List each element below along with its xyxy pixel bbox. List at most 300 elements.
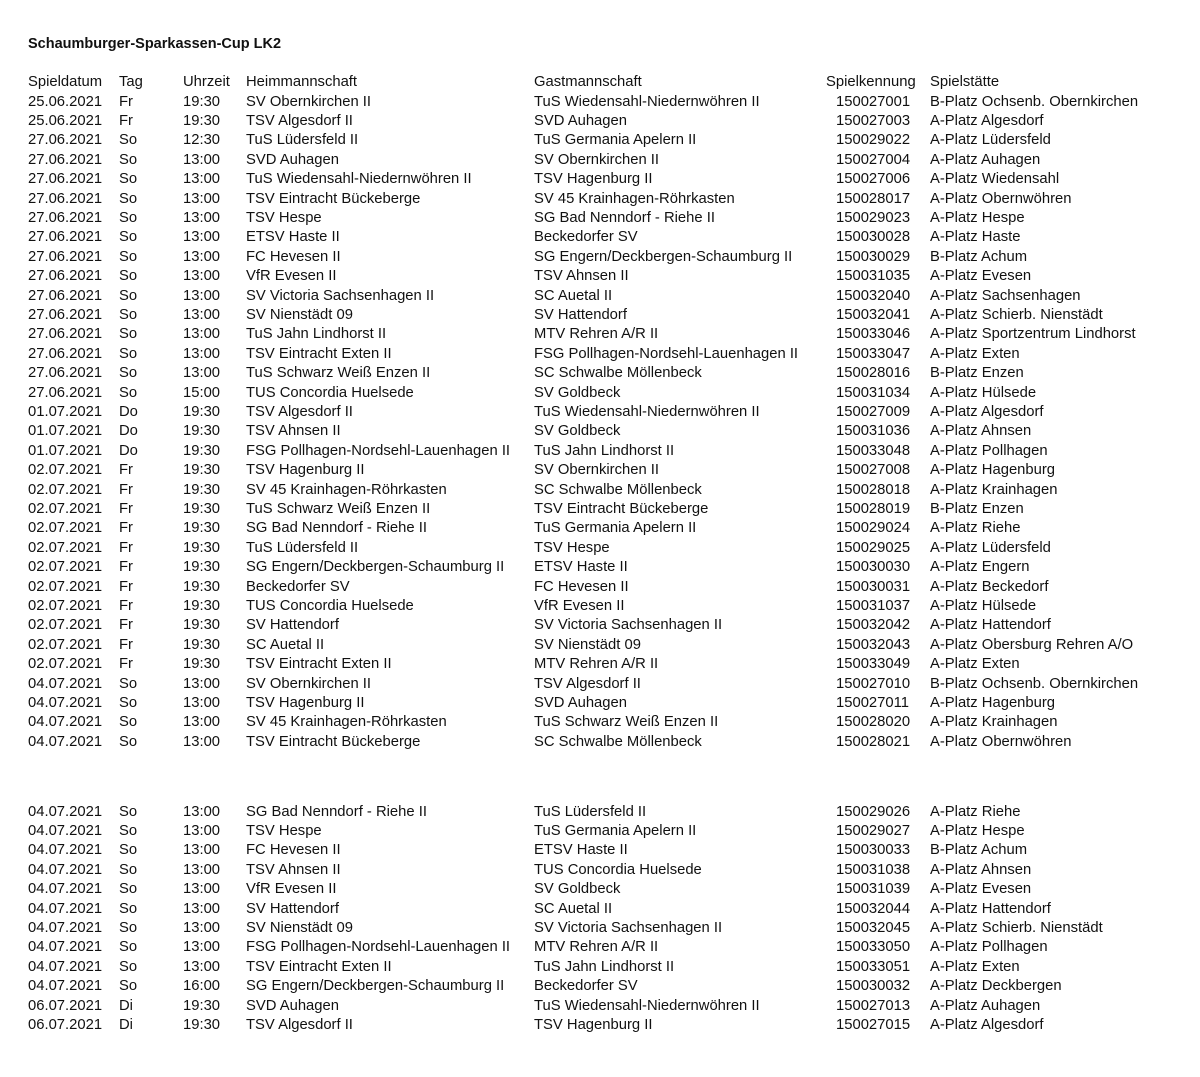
guest-team: SC Schwalbe Möllenbeck [534, 733, 702, 750]
table-row [0, 733, 1200, 752]
table-row [0, 578, 1200, 597]
venue: A-Platz Exten [930, 656, 1020, 673]
table-row [0, 636, 1200, 655]
match-time: 13:00 [183, 171, 221, 188]
match-time: 19:30 [183, 597, 221, 614]
match-id: 150027003 [836, 112, 911, 129]
match-id: 150033049 [836, 656, 911, 673]
match-time: 13:00 [183, 268, 221, 285]
venue: A-Platz Hespe [930, 822, 1025, 839]
match-date: 04.07.2021 [28, 822, 103, 839]
home-team: SV Obernkirchen II [246, 675, 372, 692]
match-date: 04.07.2021 [28, 694, 103, 711]
venue: A-Platz Hülsede [930, 597, 1037, 614]
match-date: 27.06.2021 [28, 306, 103, 323]
match-id: 150030030 [836, 559, 911, 576]
match-date: 25.06.2021 [28, 93, 103, 110]
match-time: 13:00 [183, 345, 221, 362]
venue: A-Platz Obersburg Rehren A/O [930, 636, 1134, 653]
match-date: 27.06.2021 [28, 171, 103, 188]
match-date: 02.07.2021 [28, 462, 103, 479]
home-team: TSV Ahnsen II [246, 861, 341, 878]
home-team: TSV Algesdorf II [246, 1016, 353, 1033]
home-team: VfR Evesen II [246, 881, 337, 898]
home-team: TSV Eintracht Exten II [246, 345, 392, 362]
venue: A-Platz Evesen [930, 881, 1032, 898]
home-team: TSV Hagenburg II [246, 462, 365, 479]
home-team: TuS Lüdersfeld II [246, 539, 359, 556]
table-row [0, 131, 1200, 150]
match-day: So [119, 171, 138, 188]
match-day: So [119, 978, 138, 995]
home-team: FSG Pollhagen-Nordsehl-Lauenhagen II [246, 939, 511, 956]
match-day: Do [119, 423, 138, 440]
match-day: So [119, 190, 138, 207]
match-time: 19:30 [183, 578, 221, 595]
match-day: So [119, 803, 138, 820]
match-day: So [119, 326, 138, 343]
table-header [0, 73, 1200, 92]
venue: A-Platz Ahnsen [930, 861, 1032, 878]
home-team: SV Nienstädt 09 [246, 306, 353, 323]
home-team: SV Hattendorf [246, 900, 339, 917]
venue: A-Platz Hattendorf [930, 900, 1051, 917]
guest-team: TSV Hagenburg II [534, 171, 653, 188]
match-id: 150033051 [836, 958, 911, 975]
match-day: So [119, 939, 138, 956]
match-time: 13:00 [183, 803, 221, 820]
match-id: 150029025 [836, 539, 911, 556]
home-team: ETSV Haste II [246, 229, 340, 246]
header-match-id: Spielkennung [826, 74, 916, 90]
venue: A-Platz Krainhagen [930, 714, 1058, 731]
match-time: 19:30 [183, 636, 221, 653]
match-day: So [119, 919, 138, 936]
match-time: 19:30 [183, 520, 221, 537]
home-team: TuS Wiedensahl-Niedernwöhren II [246, 171, 472, 188]
match-date: 02.07.2021 [28, 481, 103, 498]
guest-team: TSV Hagenburg II [534, 1016, 653, 1033]
venue: A-Platz Haste [930, 229, 1021, 246]
match-date: 04.07.2021 [28, 881, 103, 898]
match-day: Do [119, 403, 138, 420]
venue: A-Platz Pollhagen [930, 939, 1048, 956]
home-team: TSV Hespe [246, 209, 322, 226]
home-team: TUS Concordia Huelsede [246, 597, 414, 614]
match-time: 13:00 [183, 694, 221, 711]
table-row [0, 442, 1200, 461]
match-day: So [119, 861, 138, 878]
match-day: Fr [119, 597, 133, 614]
match-id: 150027008 [836, 462, 911, 479]
guest-team: SC Schwalbe Möllenbeck [534, 481, 702, 498]
match-date: 04.07.2021 [28, 675, 103, 692]
venue: A-Platz Sachsenhagen [930, 287, 1081, 304]
match-id: 150027001 [836, 93, 911, 110]
table-row [0, 325, 1200, 344]
match-day: So [119, 675, 138, 692]
match-day: Fr [119, 500, 133, 517]
venue: A-Platz Hagenburg [930, 694, 1056, 711]
match-time: 12:30 [183, 132, 221, 149]
table-row [0, 384, 1200, 403]
match-id: 150027011 [836, 694, 909, 711]
match-time: 19:30 [183, 462, 221, 479]
home-team: SV Victoria Sachsenhagen II [246, 287, 435, 304]
match-date: 04.07.2021 [28, 733, 103, 750]
match-date: 27.06.2021 [28, 326, 103, 343]
home-team: TSV Eintracht Bückeberge [246, 190, 421, 207]
venue: B-Platz Achum [930, 248, 1028, 265]
match-date: 25.06.2021 [28, 112, 103, 129]
match-id: 150031037 [836, 597, 911, 614]
match-day: Fr [119, 617, 133, 634]
guest-team: VfR Evesen II [534, 597, 625, 614]
match-date: 06.07.2021 [28, 1016, 103, 1033]
home-team: Beckedorfer SV [246, 578, 350, 595]
match-date: 02.07.2021 [28, 500, 103, 517]
table-row [0, 93, 1200, 112]
match-day: So [119, 229, 138, 246]
match-date: 02.07.2021 [28, 520, 103, 537]
guest-team: Beckedorfer SV [534, 978, 638, 995]
match-time: 19:30 [183, 539, 221, 556]
guest-team: FSG Pollhagen-Nordsehl-Lauenhagen II [534, 345, 799, 362]
venue: A-Platz Auhagen [930, 151, 1041, 168]
venue: A-Platz Algesdorf [930, 403, 1044, 420]
guest-team: TuS Wiedensahl-Niedernwöhren II [534, 403, 760, 420]
venue: A-Platz Pollhagen [930, 442, 1048, 459]
match-day: So [119, 287, 138, 304]
venue: A-Platz Engern [930, 559, 1030, 576]
venue: B-Platz Enzen [930, 500, 1024, 517]
home-team: TuS Lüdersfeld II [246, 132, 359, 149]
home-team: SG Bad Nenndorf - Riehe II [246, 520, 427, 537]
match-id: 150030032 [836, 978, 911, 995]
guest-team: TuS Germania Apelern II [534, 132, 697, 149]
guest-team: ETSV Haste II [534, 842, 628, 859]
match-day: So [119, 733, 138, 750]
match-id: 150028016 [836, 365, 911, 382]
home-team: TuS Jahn Lindhorst II [246, 326, 387, 343]
venue: A-Platz Ahnsen [930, 423, 1032, 440]
guest-team: TSV Algesdorf II [534, 675, 641, 692]
venue: A-Platz Schierb. Nienstädt [930, 919, 1103, 936]
home-team: FC Hevesen II [246, 842, 341, 859]
match-id: 150027009 [836, 403, 911, 420]
match-id: 150032040 [836, 287, 911, 304]
home-team: TSV Algesdorf II [246, 403, 353, 420]
guest-team: TuS Lüdersfeld II [534, 803, 647, 820]
match-date: 06.07.2021 [28, 997, 103, 1014]
guest-team: TSV Hespe [534, 539, 610, 556]
match-date: 27.06.2021 [28, 151, 103, 168]
home-team: TuS Schwarz Weiß Enzen II [246, 500, 431, 517]
table-row [0, 267, 1200, 286]
table-row [0, 422, 1200, 441]
match-id: 150028017 [836, 190, 911, 207]
match-day: So [119, 248, 138, 265]
venue: A-Platz Sportzentrum Lindhorst [930, 326, 1136, 343]
venue: A-Platz Wiedensahl [930, 171, 1060, 188]
header-venue: Spielstätte [930, 74, 1000, 90]
match-date: 02.07.2021 [28, 656, 103, 673]
match-date: 27.06.2021 [28, 229, 103, 246]
match-time: 13:00 [183, 675, 221, 692]
match-day: So [119, 842, 138, 859]
match-time: 19:30 [183, 559, 221, 576]
match-date: 02.07.2021 [28, 597, 103, 614]
match-id: 150028018 [836, 481, 911, 498]
match-time: 13:00 [183, 248, 221, 265]
home-team: TSV Eintracht Bückeberge [246, 733, 421, 750]
match-date: 04.07.2021 [28, 919, 103, 936]
home-team: TSV Hespe [246, 822, 322, 839]
guest-team: SG Bad Nenndorf - Riehe II [534, 209, 715, 226]
match-id: 150027013 [836, 997, 911, 1014]
match-day: Fr [119, 656, 133, 673]
match-date: 04.07.2021 [28, 842, 103, 859]
match-day: Fr [119, 481, 133, 498]
match-date: 04.07.2021 [28, 900, 103, 917]
match-time: 13:00 [183, 958, 221, 975]
match-day: Di [119, 997, 133, 1014]
guest-team: SV Obernkirchen II [534, 151, 660, 168]
table-row [0, 675, 1200, 694]
match-date: 04.07.2021 [28, 714, 103, 731]
venue: A-Platz Auhagen [930, 997, 1041, 1014]
table-row [0, 481, 1200, 500]
match-time: 13:00 [183, 733, 221, 750]
match-date: 27.06.2021 [28, 132, 103, 149]
home-team: SV Hattendorf [246, 617, 339, 634]
match-time: 13:00 [183, 919, 221, 936]
match-time: 13:00 [183, 714, 221, 731]
table-row [0, 558, 1200, 577]
venue: A-Platz Exten [930, 345, 1020, 362]
match-id: 150029026 [836, 803, 911, 820]
guest-team: TuS Jahn Lindhorst II [534, 442, 675, 459]
match-day: So [119, 365, 138, 382]
guest-team: SV Nienstädt 09 [534, 636, 641, 653]
home-team: TSV Algesdorf II [246, 112, 353, 129]
venue: A-Platz Beckedorf [930, 578, 1049, 595]
guest-team: TSV Ahnsen II [534, 268, 629, 285]
guest-team: SV 45 Krainhagen-Röhrkasten [534, 190, 735, 207]
match-time: 13:00 [183, 306, 221, 323]
match-date: 27.06.2021 [28, 248, 103, 265]
table-row [0, 997, 1200, 1016]
guest-team: SV Obernkirchen II [534, 462, 660, 479]
match-date: 27.06.2021 [28, 365, 103, 382]
match-id: 150031039 [836, 881, 911, 898]
match-date: 27.06.2021 [28, 209, 103, 226]
venue: A-Platz Hagenburg [930, 462, 1056, 479]
match-id: 150033046 [836, 326, 911, 343]
home-team: SV 45 Krainhagen-Röhrkasten [246, 714, 447, 731]
table-row [0, 151, 1200, 170]
table-row [0, 713, 1200, 732]
guest-team: SV Goldbeck [534, 423, 621, 440]
table-row [0, 616, 1200, 635]
match-time: 16:00 [183, 978, 221, 995]
venue: A-Platz Lüdersfeld [930, 539, 1051, 556]
match-time: 13:00 [183, 900, 221, 917]
match-day: Fr [119, 559, 133, 576]
home-team: SC Auetal II [246, 636, 325, 653]
match-date: 27.06.2021 [28, 190, 103, 207]
document-title: Schaumburger-Sparkassen-Cup LK2 [28, 36, 282, 52]
match-date: 02.07.2021 [28, 636, 103, 653]
match-date: 27.06.2021 [28, 287, 103, 304]
match-id: 150028021 [836, 733, 911, 750]
venue: A-Platz Exten [930, 958, 1020, 975]
guest-team: SV Goldbeck [534, 384, 621, 401]
table-row [0, 822, 1200, 841]
table-row [0, 919, 1200, 938]
match-id: 150030029 [836, 248, 911, 265]
home-team: SV Obernkirchen II [246, 93, 372, 110]
guest-team: TuS Jahn Lindhorst II [534, 958, 675, 975]
table-row [0, 694, 1200, 713]
venue: A-Platz Algesdorf [930, 112, 1044, 129]
table-row [0, 306, 1200, 325]
match-date: 02.07.2021 [28, 578, 103, 595]
match-day: Fr [119, 112, 133, 129]
match-time: 19:30 [183, 442, 221, 459]
table-row [0, 345, 1200, 364]
table-row [0, 287, 1200, 306]
match-time: 19:30 [183, 403, 221, 420]
guest-team: FC Hevesen II [534, 578, 629, 595]
home-team: SG Engern/Deckbergen-Schaumburg II [246, 978, 505, 995]
match-time: 19:30 [183, 997, 221, 1014]
venue: A-Platz Evesen [930, 268, 1032, 285]
guest-team: MTV Rehren A/R II [534, 939, 659, 956]
table-row [0, 461, 1200, 480]
match-time: 13:00 [183, 365, 221, 382]
match-day: Do [119, 442, 138, 459]
match-time: 13:00 [183, 939, 221, 956]
venue: B-Platz Enzen [930, 365, 1024, 382]
venue: A-Platz Deckbergen [930, 978, 1062, 995]
match-day: Di [119, 1016, 133, 1033]
home-team: SG Engern/Deckbergen-Schaumburg II [246, 559, 505, 576]
table-row [0, 938, 1200, 957]
table-row [0, 364, 1200, 383]
home-team: FC Hevesen II [246, 248, 341, 265]
home-team: SG Bad Nenndorf - Riehe II [246, 803, 427, 820]
guest-team: TSV Eintracht Bückeberge [534, 500, 709, 517]
guest-team: SC Schwalbe Möllenbeck [534, 365, 702, 382]
venue: A-Platz Obernwöhren [930, 190, 1072, 207]
venue: B-Platz Ochsenb. Obernkirchen [930, 675, 1139, 692]
match-day: So [119, 900, 138, 917]
table-row [0, 209, 1200, 228]
match-time: 13:00 [183, 229, 221, 246]
guest-team: SVD Auhagen [534, 112, 627, 129]
match-time: 19:30 [183, 656, 221, 673]
table-row [0, 655, 1200, 674]
home-team: TSV Eintracht Exten II [246, 958, 392, 975]
match-id: 150029022 [836, 132, 911, 149]
match-id: 150031035 [836, 268, 911, 285]
match-day: So [119, 209, 138, 226]
match-time: 13:00 [183, 287, 221, 304]
guest-team: TuS Wiedensahl-Niedernwöhren II [534, 93, 760, 110]
match-day: So [119, 345, 138, 362]
venue: A-Platz Obernwöhren [930, 733, 1072, 750]
match-date: 04.07.2021 [28, 958, 103, 975]
guest-team: TuS Germania Apelern II [534, 520, 697, 537]
match-id: 150027015 [836, 1016, 911, 1033]
match-id: 150029024 [836, 520, 911, 537]
match-day: Fr [119, 93, 133, 110]
match-date: 27.06.2021 [28, 384, 103, 401]
guest-team: TUS Concordia Huelsede [534, 861, 702, 878]
match-time: 15:00 [183, 384, 221, 401]
match-day: Fr [119, 462, 133, 479]
home-team: TSV Eintracht Exten II [246, 656, 392, 673]
venue: A-Platz Riehe [930, 520, 1021, 537]
venue: B-Platz Achum [930, 842, 1028, 859]
table-row [0, 500, 1200, 519]
venue: A-Platz Krainhagen [930, 481, 1058, 498]
match-date: 04.07.2021 [28, 939, 103, 956]
guest-team: SC Auetal II [534, 900, 613, 917]
match-day: So [119, 822, 138, 839]
table-row [0, 900, 1200, 919]
header-time: Uhrzeit [183, 74, 230, 90]
table-row [0, 539, 1200, 558]
home-team: TSV Ahnsen II [246, 423, 341, 440]
guest-team: MTV Rehren A/R II [534, 656, 659, 673]
match-day: Fr [119, 539, 133, 556]
home-team: TUS Concordia Huelsede [246, 384, 414, 401]
match-day: So [119, 384, 138, 401]
match-time: 13:00 [183, 209, 221, 226]
home-team: TSV Hagenburg II [246, 694, 365, 711]
match-time: 19:30 [183, 423, 221, 440]
match-id: 150029023 [836, 209, 911, 226]
table-row [0, 861, 1200, 880]
match-date: 01.07.2021 [28, 423, 103, 440]
header-home-team: Heimmannschaft [246, 74, 358, 90]
table-row [0, 170, 1200, 189]
match-day: So [119, 306, 138, 323]
match-date: 04.07.2021 [28, 803, 103, 820]
venue: A-Platz Schierb. Nienstädt [930, 306, 1103, 323]
match-time: 13:00 [183, 190, 221, 207]
guest-team: ETSV Haste II [534, 559, 628, 576]
guest-team: SG Engern/Deckbergen-Schaumburg II [534, 248, 793, 265]
venue: A-Platz Hattendorf [930, 617, 1051, 634]
venue: A-Platz Hülsede [930, 384, 1037, 401]
table-row [0, 190, 1200, 209]
match-day: So [119, 151, 138, 168]
match-id: 150032042 [836, 617, 911, 634]
match-day: So [119, 132, 138, 149]
match-id: 150033050 [836, 939, 911, 956]
match-id: 150032041 [836, 306, 911, 323]
venue: A-Platz Hespe [930, 209, 1025, 226]
table-row [0, 880, 1200, 899]
home-team: VfR Evesen II [246, 268, 337, 285]
match-id: 150031036 [836, 423, 911, 440]
match-id: 150031034 [836, 384, 911, 401]
match-day: Fr [119, 636, 133, 653]
match-time: 19:30 [183, 93, 221, 110]
